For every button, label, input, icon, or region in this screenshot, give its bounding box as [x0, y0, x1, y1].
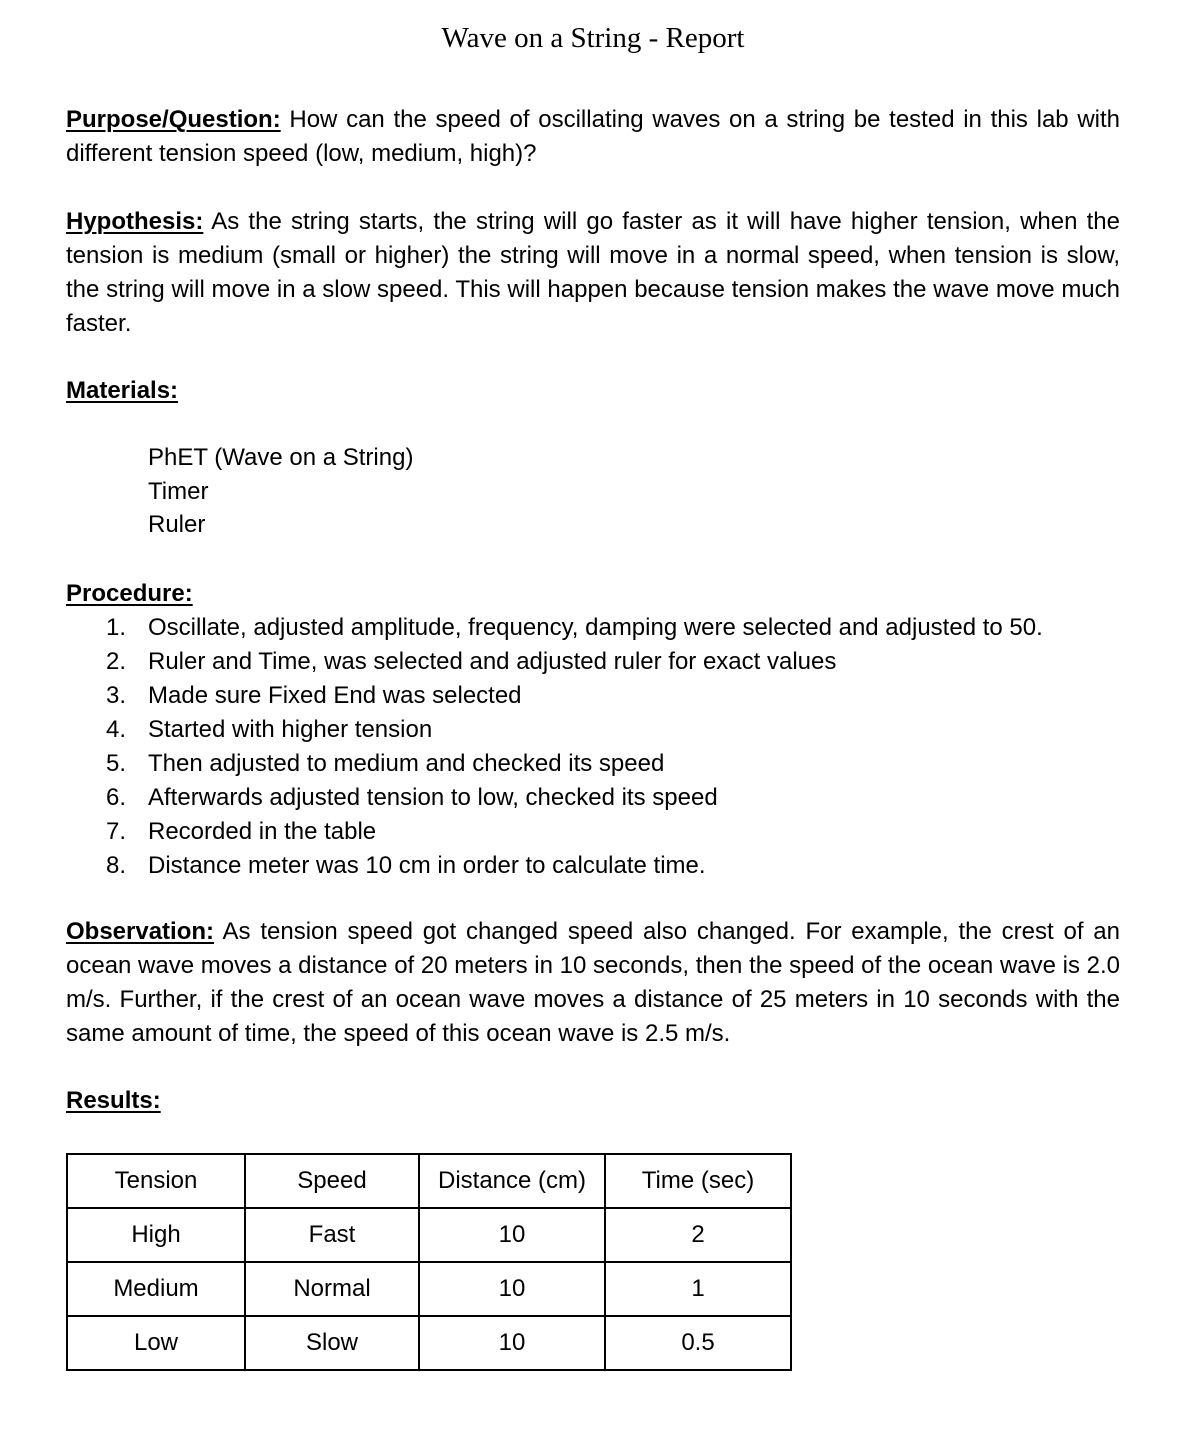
step-number: 3.: [106, 682, 127, 709]
purpose-label: Purpose/Question:: [66, 106, 281, 133]
step-text: Oscillate, adjusted amplitude, frequency, damping were selected and adjusted to 50.: [148, 614, 1043, 641]
table-row: [67, 1316, 791, 1370]
procedure-step: [106, 713, 1043, 747]
page-title: Wave on a String - Report: [441, 22, 745, 54]
step-number: 1.: [106, 614, 127, 641]
procedure-step: [106, 849, 1043, 883]
materials-item: PhET (Wave on a String): [148, 444, 414, 471]
results-table: [66, 1153, 792, 1371]
table-cell: Low: [67, 1316, 245, 1370]
step-number: 7.: [106, 818, 127, 845]
table-cell: 2: [605, 1208, 791, 1262]
table-cell: Slow: [245, 1316, 419, 1370]
hypothesis-label: Hypothesis:: [66, 208, 204, 235]
step-number: 2.: [106, 648, 127, 675]
table-row: [67, 1208, 791, 1262]
step-text: Started with higher tension: [148, 716, 433, 743]
step-number: 4.: [106, 716, 127, 743]
step-text: Recorded in the table: [148, 818, 377, 845]
table-cell: 10: [419, 1208, 605, 1262]
table-cell: 0.5: [605, 1316, 791, 1370]
step-text: Then adjusted to medium and checked its speed: [148, 750, 665, 777]
step-text: Afterwards adjusted tension to low, checked its speed: [148, 784, 718, 811]
hypothesis-section: [66, 205, 1120, 341]
materials-list: [148, 441, 413, 542]
table-cell: Fast: [245, 1208, 419, 1262]
table-cell: 10: [419, 1316, 605, 1370]
purpose-text: How can the speed of oscillating waves on a string be tested in this lab with different tension speed (low, medium, high)?: [66, 106, 1120, 167]
procedure-step: [106, 679, 1043, 713]
step-number: 5.: [106, 750, 127, 777]
table-cell: Medium: [67, 1262, 245, 1316]
materials-item: Timer: [148, 477, 209, 505]
materials-heading: Materials:: [66, 377, 179, 404]
observation-text: As tension speed got changed speed also changed. For example, the crest of an ocean wave moves a distance of 20 meters in 10 seconds, then the speed of the ocean wave is 2.0 m/s. Further, if the crest of an ocean wave moves a distance of 25 meters in 10 seconds with the same amount of time, the speed of this ocean wave is 2.5 m/s.: [66, 918, 1121, 1047]
step-text: Distance meter was 10 cm in order to calculate time.: [148, 852, 706, 879]
table-header-cell: Time (sec): [605, 1154, 791, 1208]
table-cell: 1: [605, 1262, 791, 1316]
table-header-cell: Tension: [67, 1154, 245, 1208]
results-heading: Results:: [66, 1087, 161, 1114]
observation-section: [66, 915, 1120, 1051]
procedure-list: [106, 611, 1043, 883]
table-cell: 10: [419, 1262, 605, 1316]
step-text: Ruler and Time, was selected and adjusted ruler for exact values: [148, 648, 837, 675]
procedure-step: [106, 645, 1043, 679]
procedure-heading: Procedure:: [66, 580, 193, 607]
hypothesis-text: As the string starts, the string will go faster as it will have higher tension, when the tension is medium (small or higher) the string will move in a normal speed, when tension is slow, the string will move in a slow speed. This will happen because tension makes the wave move much faster.: [66, 208, 1121, 337]
purpose-section: [66, 103, 1120, 171]
table-row: [67, 1262, 791, 1316]
step-text: Made sure Fixed End was selected: [148, 682, 522, 709]
table-header-cell: Distance (cm): [419, 1154, 605, 1208]
table-cell: Normal: [245, 1262, 419, 1316]
procedure-step: [106, 611, 1043, 645]
procedure-step: [106, 781, 1043, 815]
materials-item: Ruler: [148, 511, 206, 538]
step-number: 6.: [106, 784, 127, 811]
step-number: 8.: [106, 852, 127, 879]
table-header-row: [67, 1154, 791, 1208]
procedure-step: [106, 815, 1043, 849]
table-cell: High: [67, 1208, 245, 1262]
observation-label: Observation:: [66, 918, 215, 945]
table-header-cell: Speed: [245, 1154, 419, 1208]
procedure-step: [106, 747, 1043, 781]
